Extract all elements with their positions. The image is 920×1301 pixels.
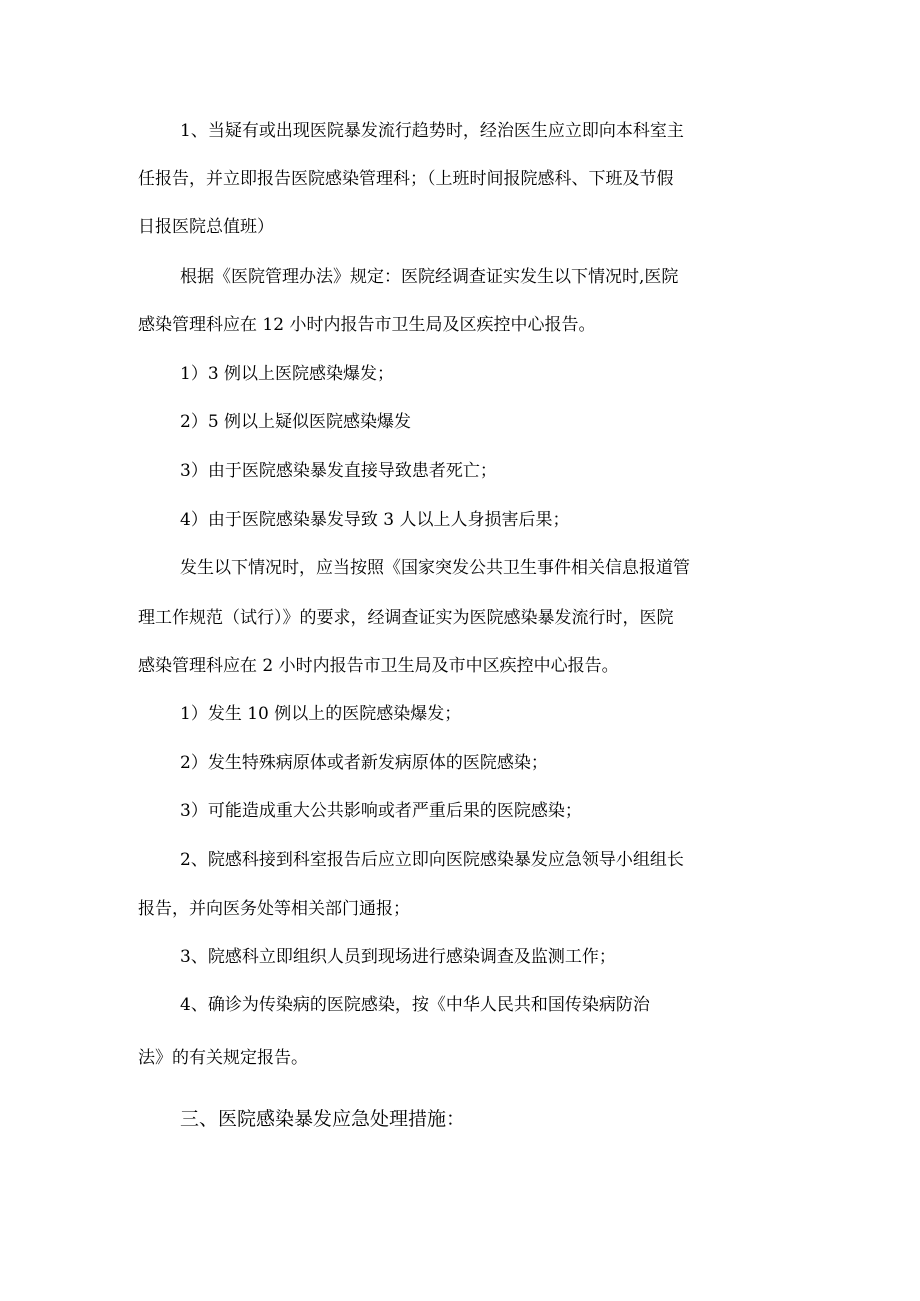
paragraph-2-line-2: 感染管理科应在 12 小时内报告市卫生局及区疾控中心报告。 (138, 315, 596, 335)
paragraph-12-line-1: 3、院感科立即组织人员到现场进行感染调查及监测工作； (180, 947, 616, 967)
paragraph-7-line-3: 感染管理科应在 2 小时内报告市卫生局及市中区疾控中心报告。 (138, 656, 619, 676)
paragraph-7-line-1: 发生以下情况时，应当按照《国家突发公共卫生事件相关信息报道管 (180, 558, 690, 578)
paragraph-13-line-2: 法》的有关规定报告。 (138, 1048, 308, 1068)
paragraph-1-line-3: 日报医院总值班） (138, 217, 274, 237)
paragraph-1-line-1: 1、当疑有或出现医院暴发流行趋势时，经治医生应立即向本科室主 (180, 121, 684, 141)
paragraph-2-line-1: 根据《医院管理办法》规定：医院经调查证实发生以下情况时,医院 (180, 267, 679, 287)
list-item-1: 1）3 例以上医院感染爆发； (180, 364, 395, 384)
list-item-7: 3）可能造成重大公共影响或者严重后果的医院感染； (180, 801, 582, 821)
list-item-3: 3）由于医院感染暴发直接导致患者死亡； (180, 461, 497, 481)
paragraph-7-line-2: 理工作规范（试行）》的要求，经调查证实为医院感染暴发流行时，医院 (138, 608, 674, 628)
paragraph-11-line-1: 2、院感科接到科室报告后应立即向医院感染暴发应急领导小组组长 (180, 850, 684, 870)
list-item-2: 2）5 例以上疑似医院感染爆发 (180, 412, 412, 432)
paragraph-1-line-2: 任报告，并立即报告医院感染管理科；（上班时间报院感科、下班及节假 (138, 169, 674, 189)
paragraph-13-line-1: 4、确诊为传染病的医院感染，按《中华人民共和国传染病防治 (180, 995, 650, 1015)
list-item-4: 4）由于医院感染暴发导致 3 人以上人身损害后果； (180, 510, 570, 530)
paragraph-11-line-2: 报告，并向医务处等相关部门通报； (138, 899, 410, 919)
section-heading: 三、医院感染暴发应急处理措施： (180, 1108, 466, 1130)
list-item-5: 1）发生 10 例以上的医院感染爆发； (180, 704, 462, 724)
list-item-6: 2）发生特殊病原体或者新发病原体的医院感染； (180, 753, 548, 773)
